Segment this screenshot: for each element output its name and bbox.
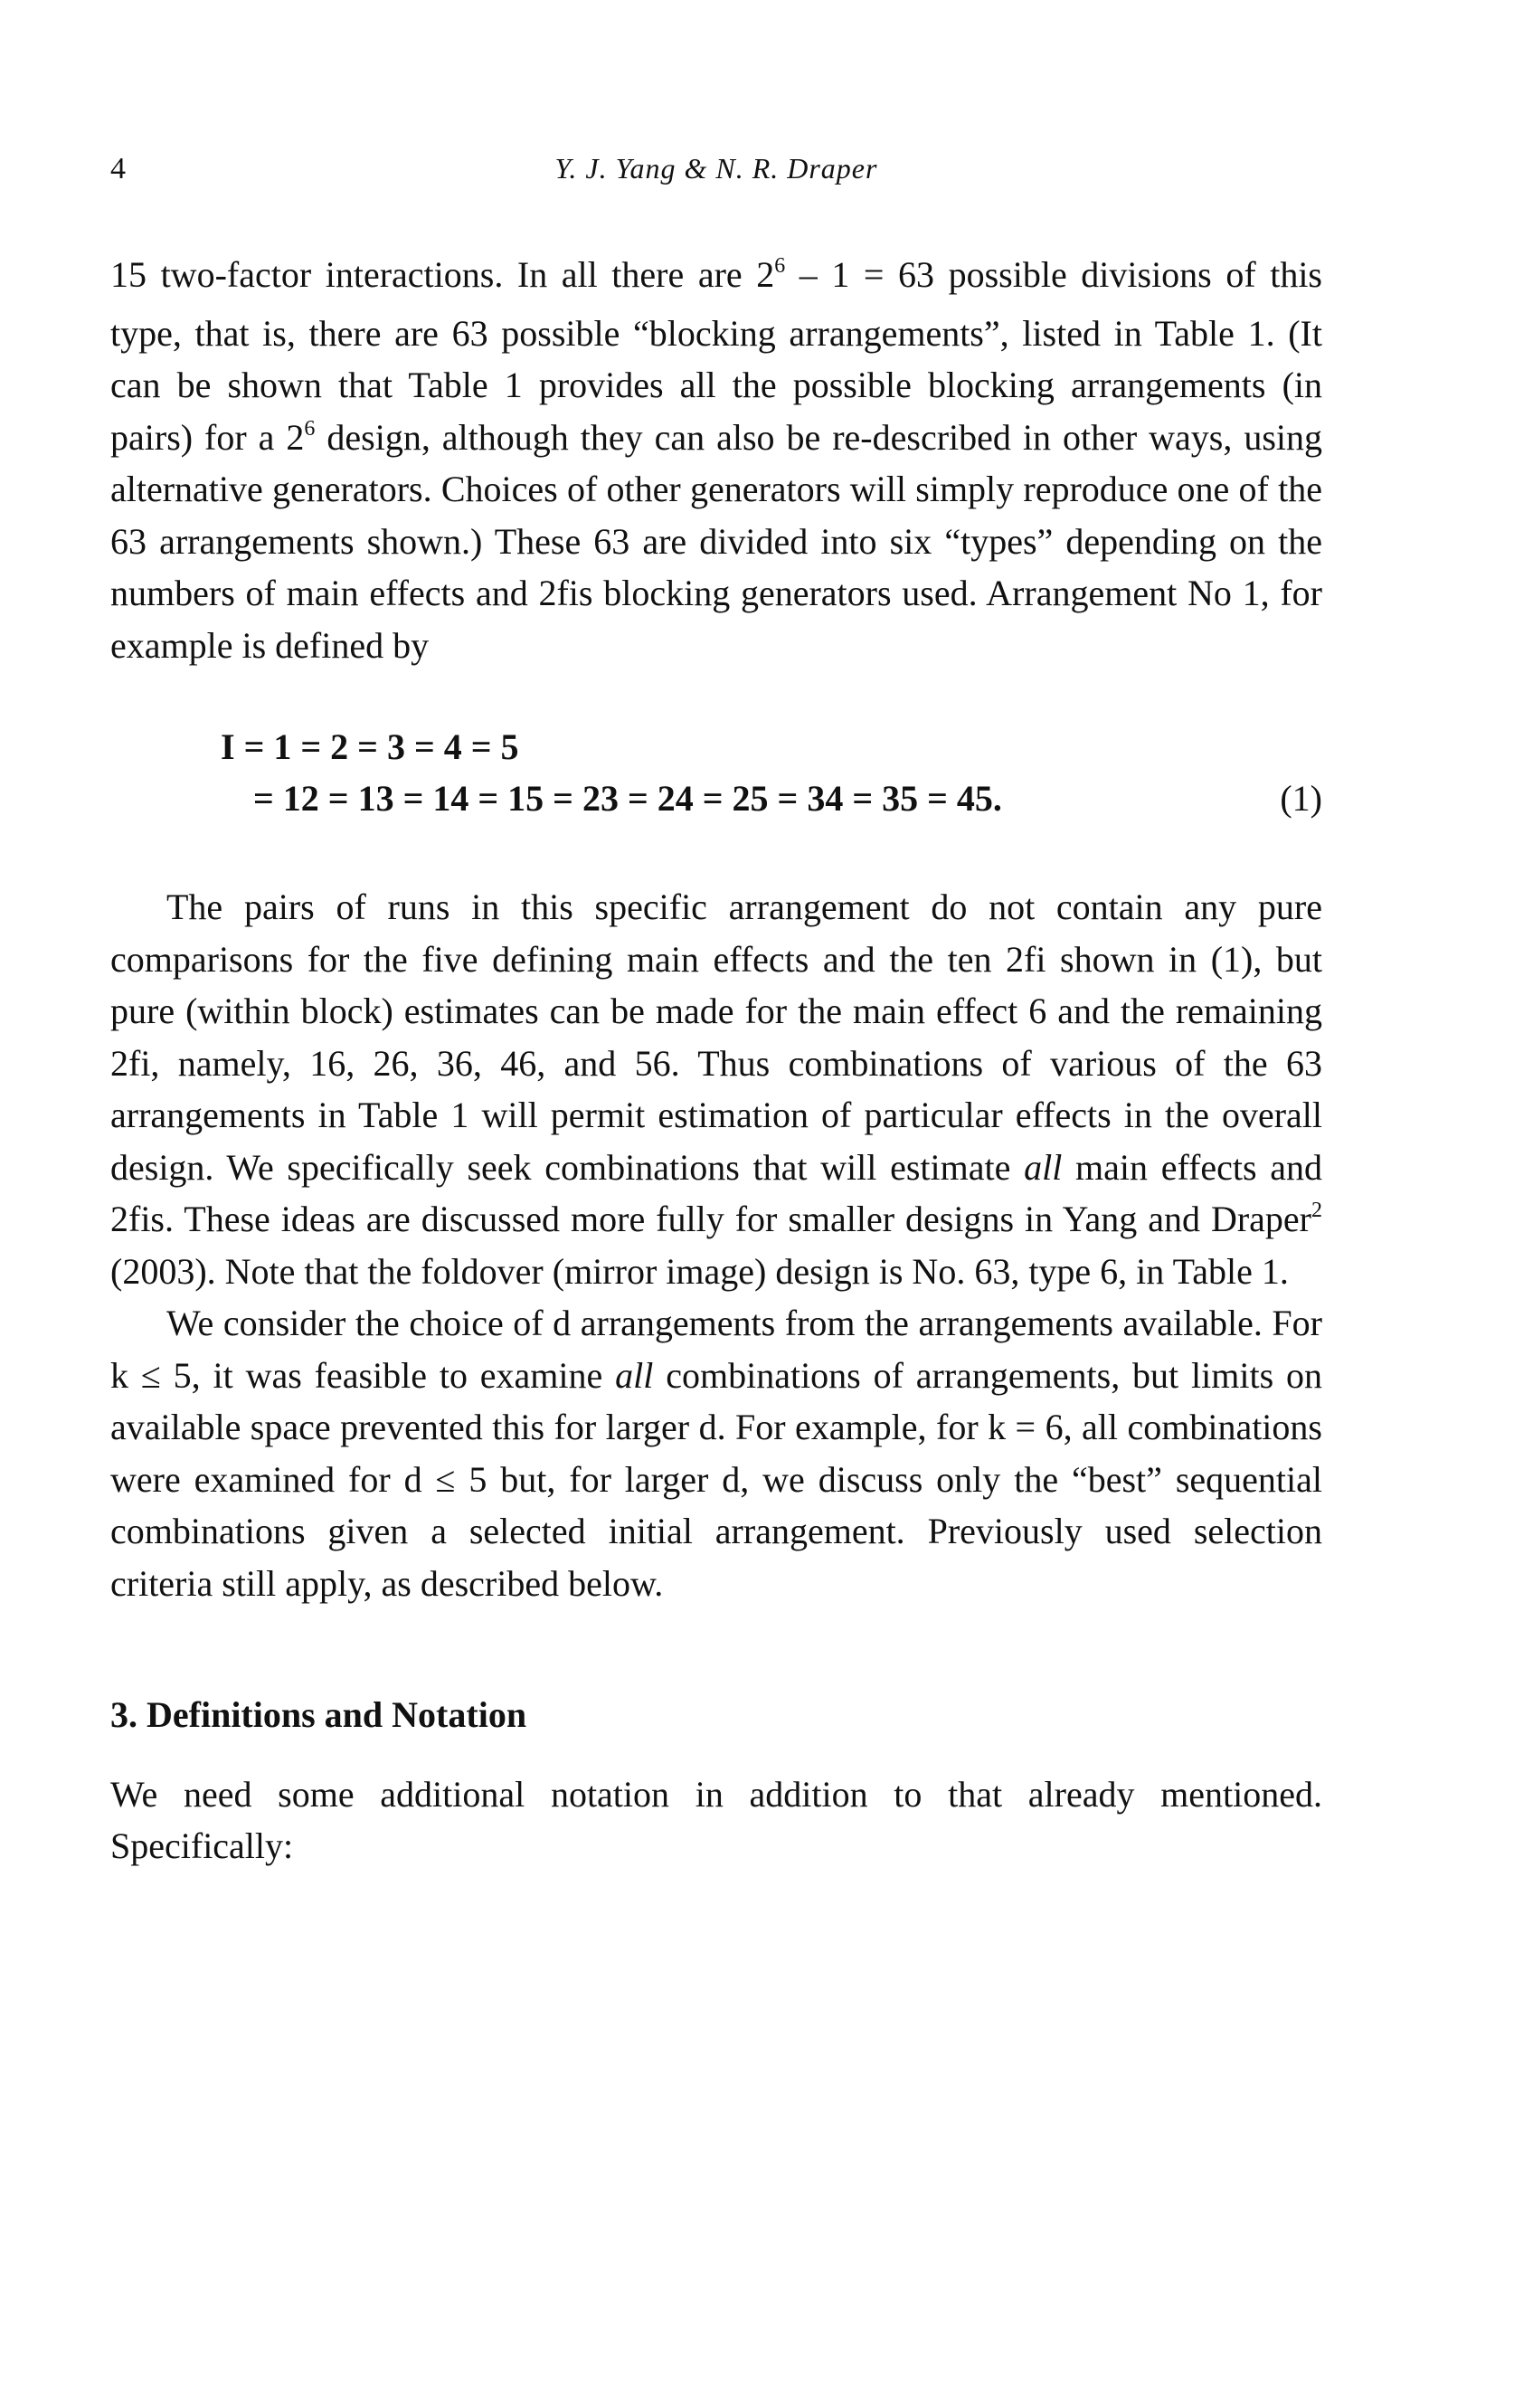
paragraph-2-text-b: main effects and 2fis. These ideas are discussed more fully for smaller designs in Yang and Draper bbox=[110, 1146, 1323, 1239]
page-header bbox=[110, 152, 1322, 197]
equation-1 bbox=[110, 721, 1322, 825]
paragraph-2-italic: all bbox=[1024, 1146, 1063, 1188]
paragraph-3 bbox=[110, 1297, 1322, 1609]
equation-number: (1) bbox=[1280, 778, 1322, 819]
paragraph-1-superscript-b: 6 bbox=[304, 416, 316, 441]
running-head: Y. J. Yang & N. R. Draper bbox=[554, 152, 878, 185]
paragraph-3-text-b: combinations of arrangements, but limits on available space prevented this for larger d. For example, for k = 6, all combinations were examined for d ≤ 5 but, for larger d, we discuss only the “best” sequential combinations given a selected initial arrangement. Previously used selection criteria still apply, as described below. bbox=[110, 1354, 1322, 1604]
body-text bbox=[110, 249, 1322, 1872]
paragraph-1-superscript-a: 6 bbox=[774, 254, 786, 278]
paragraph-2 bbox=[110, 881, 1322, 1297]
paragraph-1-text-c: design, although they can also be re-described in other ways, using alternative generators. Choices of other generators will simply reproduce one of the 63 arrangements shown.) These 63 are divided into six “types” depending on the numbers of main effects and 2fis blocking generators used. Arrangement No 1, for example is defined by bbox=[110, 416, 1322, 666]
paragraph-2-text-c: (2003). Note that the foldover (mirror image) design is No. 63, type 6, in Table 1. bbox=[110, 1250, 1289, 1292]
section-paragraph: We need some additional notation in addition to that already mentioned. Specifically: bbox=[110, 1773, 1322, 1866]
page-number: 4 bbox=[110, 152, 126, 185]
paragraph-3-italic: all bbox=[615, 1354, 654, 1396]
equation-line-2: = 12 = 13 = 14 = 15 = 23 = 24 = 25 = 34 = 35 = 45. bbox=[253, 778, 1002, 819]
paragraph-2-text-a: The pairs of runs in this specific arrangement do not contain any pure comparisons for the five defining main effects and the ten 2fi shown in (1), but pure (within block) estimates can be made for the main effect 6 and the remaining 2fi, namely, 16, 26, 36, 46, and 56. Thus combinations of various of the 63 arrangements in Table 1 will permit estimation of particular effects in the overall design. We specifically seek combinations that will estimate bbox=[110, 886, 1322, 1188]
paragraph-2-superscript: 2 bbox=[1311, 1199, 1322, 1222]
paragraph-1-text-b: – 1 = 63 possible divisions of this type, that is, there are 63 possible “blocking arrangements”, listed in Table 1. (It can be shown that Table 1 provides all the possible blocking arrangements (in pairs) for a 2 bbox=[110, 254, 1322, 458]
paragraph-1 bbox=[110, 249, 1322, 671]
section-heading: 3. Definitions and Notation bbox=[110, 1694, 527, 1735]
paragraph-3-text-a: We consider the choice of d arrangements from the arrangements available. For k ≤ 5, it was feasible to examine bbox=[110, 1303, 1322, 1396]
paragraph-1-text-a: 15 two-factor interactions. In all there are 2 bbox=[110, 254, 775, 295]
equation-line-1: I = 1 = 2 = 3 = 4 = 5 bbox=[221, 726, 519, 767]
